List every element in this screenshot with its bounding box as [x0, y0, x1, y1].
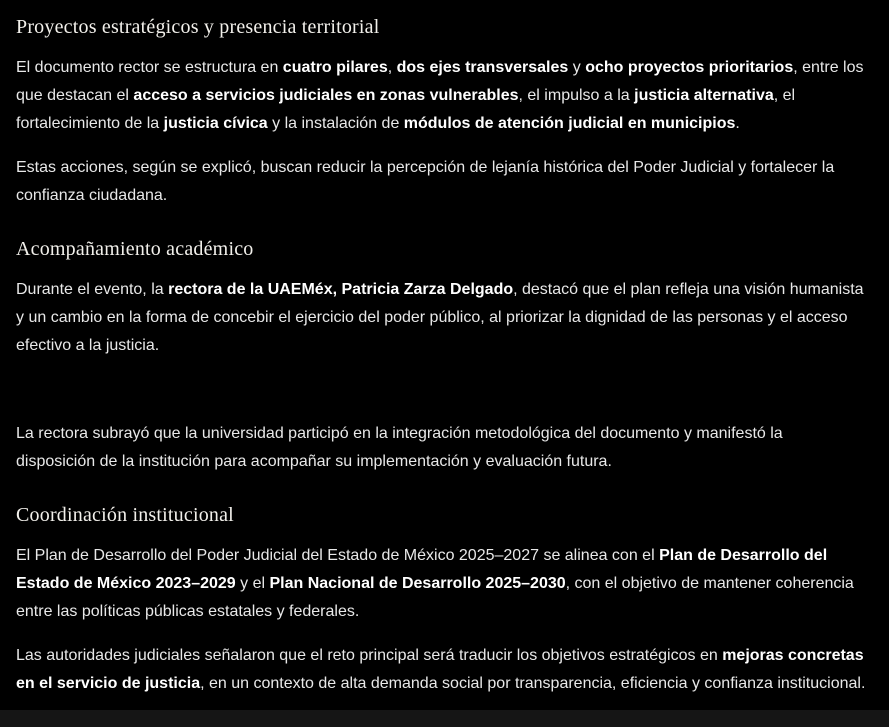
bottom-bar: [0, 710, 889, 727]
text-segment: La rectora subrayó que la universidad participó en la integración metodológica del documento y manifestó la disposición de la institución para acompañar su implementación y evaluación futura.: [16, 425, 783, 470]
empty-paragraph-spacer: [16, 376, 866, 404]
text-segment: , entre los que destacan el: [16, 59, 864, 104]
bold-text-segment: acceso a servicios judiciales en zonas vulnerables: [133, 87, 519, 104]
text-segment: y la instalación de: [267, 115, 404, 132]
text-segment: El Plan de Desarrollo del Poder Judicial del Estado de México 2025–2027 se alinea con el: [16, 547, 660, 564]
text-segment: Estas acciones, según se explicó, buscan reducir la percepción de lejanía histórica del Poder Judicial y fortalecer la confianza ciudadana.: [16, 159, 835, 204]
text-segment: , con el objetivo de mantener coherencia entre las políticas públicas estatales y federales.: [16, 575, 854, 620]
bold-text-segment: justicia alternativa: [634, 87, 774, 104]
bold-text-segment: ocho proyectos prioritarios: [585, 59, 794, 76]
text-segment: , en un contexto de alta demanda social por transparencia, eficiencia y confianza institucional.: [200, 675, 866, 692]
bold-text-segment: rectora de la UAEMéx, Patricia Zarza Delgado: [168, 281, 514, 298]
text-segment: Las autoridades judiciales señalaron que el reto principal será traducir los objetivos estratégicos en: [16, 647, 723, 664]
section-heading-academic: Acompañamiento académico: [16, 238, 254, 260]
bold-text-segment: Plan Nacional de Desarrollo 2025–2030: [269, 575, 566, 592]
paragraph-actions: [16, 154, 866, 210]
text-segment: , el impulso a la: [518, 87, 635, 104]
text-segment: El documento rector se estructura en: [16, 59, 283, 76]
paragraph-plans: [16, 542, 866, 626]
text-segment: , destacó que el plan refleja una visión humanista y un cambio en la forma de concebir el ejercicio del poder público, al priorizar la dignidad de las personas y el acceso efectivo a la justicia.: [16, 281, 864, 354]
bold-text-segment: justicia cívica: [163, 115, 268, 132]
bold-text-segment: Plan de Desarrollo del Estado de México 2023–2029: [16, 547, 828, 592]
text-segment: y el: [235, 575, 270, 592]
text-segment: ,: [387, 59, 397, 76]
paragraph-university: [16, 420, 866, 476]
bold-text-segment: dos ejes transversales: [396, 59, 569, 76]
paragraph-rector: [16, 276, 866, 360]
paragraph-challenge: [16, 642, 866, 698]
text-segment: y: [568, 59, 586, 76]
section-heading-coordination: Coordinación institucional: [16, 504, 234, 526]
bold-text-segment: módulos de atención judicial en municipios: [403, 115, 736, 132]
text-segment: , el fortalecimiento de la: [16, 87, 796, 132]
bold-text-segment: mejoras concretas en el servicio de justicia: [16, 647, 864, 692]
text-segment: .: [735, 115, 740, 132]
paragraph-pillars: [16, 54, 866, 138]
bold-text-segment: cuatro pilares: [282, 59, 388, 76]
section-heading-projects: Proyectos estratégicos y presencia territorial: [16, 16, 380, 38]
text-segment: Durante el evento, la: [16, 281, 169, 298]
